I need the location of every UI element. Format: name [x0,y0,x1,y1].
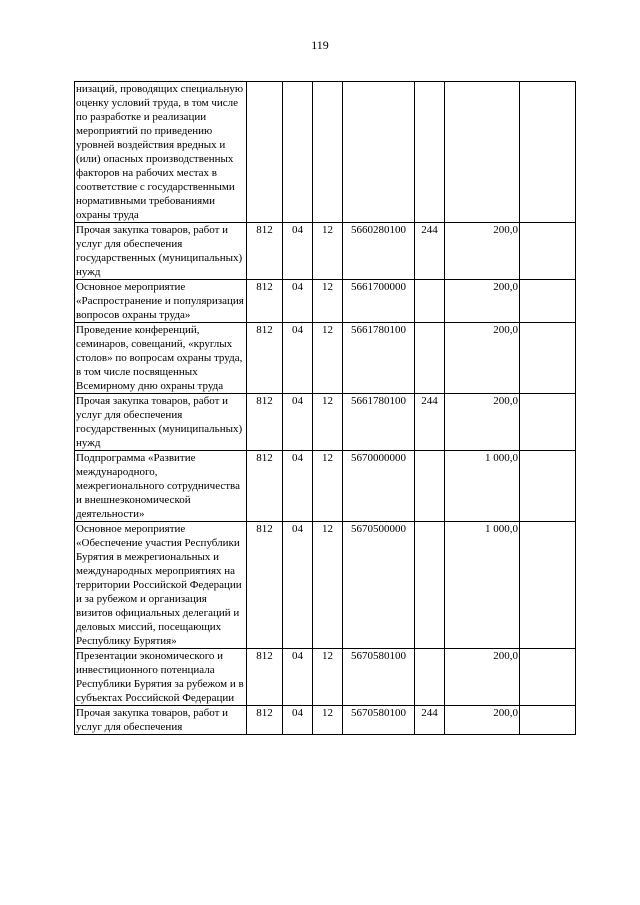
expense-type-cell [415,323,445,394]
section-code-cell: 04 [283,394,313,451]
section-code-cell: 04 [283,451,313,522]
ministry-code-cell: 812 [247,451,283,522]
amount-cell: 200,0 [445,280,520,323]
row-name-cell: Основное мероприятие «Обеспечение участия Республики Бурятия в межрегиональных и международных мероприятиях на территории Российской Федерации и за рубежом и организация визитов официальных делегаций и деловых миссий, посещающих Республику Бурятия» [75,522,247,649]
ministry-code-cell: 812 [247,223,283,280]
section-code-cell: 04 [283,522,313,649]
expense-type-cell: 244 [415,223,445,280]
table-row [75,451,576,522]
target-article-cell: 5670580100 [343,649,415,706]
extra-cell [520,451,576,522]
table-row [75,649,576,706]
row-name-cell: Основное мероприятие «Распространение и популяризация вопросов охраны труда» [75,280,247,323]
row-name-cell: Прочая закупка товаров, работ и услуг для обеспечения [75,706,247,735]
table-row [75,394,576,451]
subsection-code-cell [313,82,343,223]
amount-cell: 200,0 [445,649,520,706]
amount-cell: 1 000,0 [445,451,520,522]
section-code-cell: 04 [283,323,313,394]
extra-cell [520,394,576,451]
table-row [75,82,576,223]
target-article-cell: 5660280100 [343,223,415,280]
ministry-code-cell: 812 [247,706,283,735]
expense-type-cell [415,451,445,522]
target-article-cell: 5661780100 [343,394,415,451]
extra-cell [520,280,576,323]
subsection-code-cell: 12 [313,323,343,394]
ministry-code-cell: 812 [247,280,283,323]
subsection-code-cell: 12 [313,451,343,522]
row-name-cell: Проведение конференций, семинаров, совещаний, «круглых столов» по вопросам охраны труда, в том числе посвященных Всемирному дню охраны труда [75,323,247,394]
subsection-code-cell: 12 [313,522,343,649]
amount-cell: 200,0 [445,706,520,735]
section-code-cell [283,82,313,223]
expense-type-cell [415,280,445,323]
extra-cell [520,706,576,735]
target-article-cell [343,82,415,223]
subsection-code-cell: 12 [313,706,343,735]
amount-cell [445,82,520,223]
expense-type-cell [415,522,445,649]
target-article-cell: 5661700000 [343,280,415,323]
ministry-code-cell: 812 [247,522,283,649]
page-number: 119 [311,38,329,52]
row-name-cell: Подпрограмма «Развитие международного, межрегионального сотрудничества и внешнеэкономической деятельности» [75,451,247,522]
row-name-cell: Прочая закупка товаров, работ и услуг для обеспечения государственных (муниципальных) нужд [75,223,247,280]
extra-cell [520,323,576,394]
extra-cell [520,522,576,649]
amount-cell: 200,0 [445,223,520,280]
amount-cell: 1 000,0 [445,522,520,649]
table-row [75,223,576,280]
expense-type-cell [415,82,445,223]
target-article-cell: 5670000000 [343,451,415,522]
budget-table [74,81,576,735]
section-code-cell: 04 [283,649,313,706]
ministry-code-cell: 812 [247,394,283,451]
ministry-code-cell: 812 [247,323,283,394]
row-name-cell: Презентации экономического и инвестиционного потенциала Республики Бурятия за рубежом и в субъектах Российской Федерации [75,649,247,706]
target-article-cell: 5661780100 [343,323,415,394]
table-row [75,323,576,394]
extra-cell [520,223,576,280]
table-row [75,706,576,735]
extra-cell [520,82,576,223]
amount-cell: 200,0 [445,394,520,451]
row-name-cell: Прочая закупка товаров, работ и услуг для обеспечения государственных (муниципальных) нужд [75,394,247,451]
row-name-cell: низаций, проводящих специальную оценку условий труда, в том числе по разработке и реализации мероприятий по приведению уровней воздействия вредных и (или) опасных производственных факторов на рабочих местах в соответствие с государственными нормативными требованиями охраны труда [75,82,247,223]
subsection-code-cell: 12 [313,280,343,323]
subsection-code-cell: 12 [313,223,343,280]
section-code-cell: 04 [283,280,313,323]
target-article-cell: 5670500000 [343,522,415,649]
section-code-cell: 04 [283,223,313,280]
expense-type-cell: 244 [415,394,445,451]
expense-type-cell: 244 [415,706,445,735]
subsection-code-cell: 12 [313,649,343,706]
subsection-code-cell: 12 [313,394,343,451]
ministry-code-cell [247,82,283,223]
table-row [75,280,576,323]
section-code-cell: 04 [283,706,313,735]
expense-type-cell [415,649,445,706]
ministry-code-cell: 812 [247,649,283,706]
table-row [75,522,576,649]
extra-cell [520,649,576,706]
amount-cell: 200,0 [445,323,520,394]
target-article-cell: 5670580100 [343,706,415,735]
